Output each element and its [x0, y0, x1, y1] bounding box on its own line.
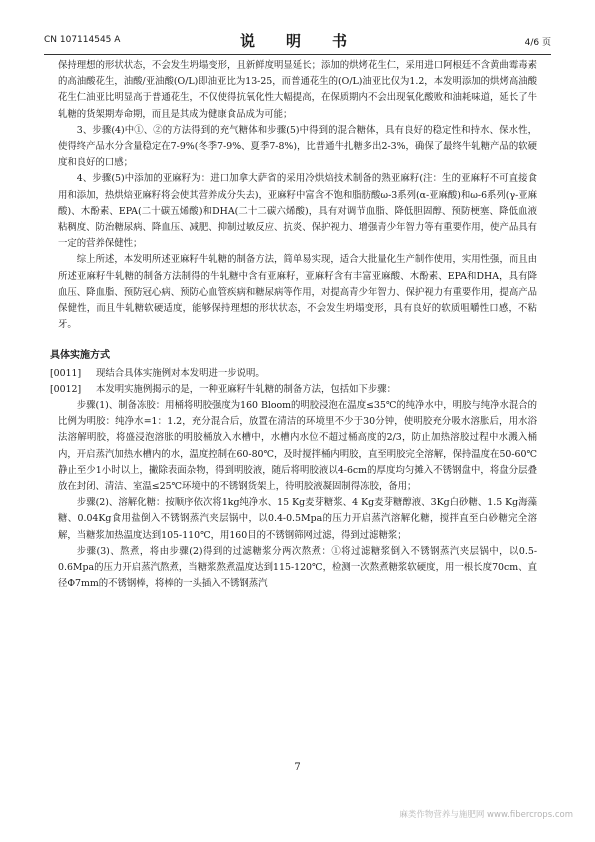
document-body	[50, 58, 537, 593]
body-paragraph: 综上所述，本发明所述亚麻籽牛轧糖的制备方法，简单易实现，适合大批量化生产制作使用，实用性强，而且由所述亚麻籽牛轧糖的制备方法制得的牛轧糖中含有亚麻籽，亚麻籽含有丰富亚麻酸、木酚素、EPA和DHA，具有降血压、降血脂、预防冠心病、预防心血管疾病和糖尿病等作用，对提高青少年智力、保护视力有重要作用，提高产品保健性，而且牛轧糖软硬适度，能够保持理想的形状状态，不会发生坍塌变形，具有良好的软质咀嚼性口感，不粘牙。	[58, 254, 537, 331]
watermark: 麻类作物营养与施肥网 www.fibercrops.com	[399, 810, 573, 820]
page-header	[44, 30, 551, 52]
body-paragraph: 3、步骤(4)中①、②的方法得到的充气糖体和步骤(5)中得到的混合糖体，具有良好的稳定性和持水、保水性，使得终产品水分含量稳定在7-9%(冬季7-9%、夏季7-8%)，比普通牛扎糖多出2-3%，确保了最终牛轧糖产品的软硬度和良好的口感；	[58, 124, 537, 169]
body-paragraph: 保持理想的形状状态，不会发生坍塌变形，且新鲜度明显延长；添加的烘烤花生仁，采用进口阿根廷不含黄曲霉毒素的高油酸花生，油酸/亚油酸(O/L)即油亚比为13-25，而普通花生的(O/L)油亚比仅为1.2，本发明添加的烘烤高油酸花生仁油亚比明显高于普通花生，不仅使得抗氧化性大幅提高，在保质期内不会出现氧化酸败和油耗味道，延长了牛轧糖的货架期寿命期，而且是其成为健康食品成为可能；	[58, 60, 537, 120]
step-paragraph: 步骤(1)、制备冻胶：用桶将明胶强度为160 Bloom的明胶浸泡在温度≤35℃的纯净水中，明胶与纯净水混合的比例为明胶：纯净水=1：1.2，充分混合后，放置在清洁的环境里不少于30分钟，使明胶充分吸水溶胀后，用水浴法溶解明胶，将盛浸泡溶胀的明胶桶放入水槽中，水槽内水位不超过桶高度的2/3，防止加热溶胶过程中水溅入桶内，开启蒸汽加热水槽内的水，温度控制在60-80℃，及时搅拌桶内明胶，直至明胶完全溶解，保持温度在50-60℃静止至少1小时以上，撇除表面杂物，得到明胶液，随后将明胶液以4-6cm的厚度均匀摊入不锈钢盘中，将盘分层叠放在封闭、清洁、室温≤25℃环境中的不锈钢货架上，待明胶液凝固制得冻胶，备用；	[58, 400, 537, 493]
paragraph-text: 现结合具体实施例对本发明进一步说明。	[96, 367, 265, 379]
document-title: 说 明 书	[239, 32, 355, 50]
paragraph-number: [0012]	[50, 383, 82, 395]
step-paragraph: 步骤(2)、溶解化糖：按顺序依次将1kg纯净水、15 Kg麦芽糖浆、4 Kg麦芽糖醇液、3Kg白砂糖、1.5 Kg海藻糖、0.04Kg食用盐倒入不锈钢蒸汽夹层锅中，以0.4-0.5Mpa的压力开启蒸汽溶解化糖，搅拌直至白砂糖完全溶解，当糖浆加热温度达到105-110℃，用160目的不锈钢筛网过滤，得到过滤糖浆；	[58, 497, 537, 541]
paragraph-text: 本发明实施例揭示的是，一种亚麻籽牛轧糖的制备方法，包括如下步骤：	[96, 383, 397, 395]
body-paragraph: 4、步骤(5)中添加的亚麻籽为：进口加拿大萨省的采用冷烘焙技术制备的熟亚麻籽(注：生的亚麻籽不可直接食用和添加，热烘焙亚麻籽将会使其营养成分失去)，亚麻籽中富含不饱和脂肪酸ω-3系列(α-亚麻酸)和ω-6系列(γ-亚麻酸)、木酚素、EPA(二十碳五烯酸)和DHA(二十二碳六烯酸)，具有对调节血脂、降低胆固醇、预防梗塞、降低血液粘稠度、防治糖尿病、降血压、减肥、抑制过敏反应、抗炎、保护视力、增强青少年智力等有重要作用，使产品具有一定的营养保健性；	[58, 173, 537, 250]
patent-number: CN 107114545 A	[44, 35, 121, 45]
numbered-paragraph	[50, 382, 537, 398]
page-number: 7	[294, 762, 301, 773]
step-paragraph: 步骤(3)、熬煮，将由步骤(2)得到的过滤糖浆分两次熬煮：①将过滤糖浆倒入不锈钢蒸汽夹层锅中，以0.5-0.6Mpa的压力开启蒸汽熬煮，当糖浆熬煮温度达到115-120℃，检测一次熬煮糖浆软硬度，用一根长度70cm、直径Φ7mm的不锈钢棒，将棒的一头插入不锈钢蒸汽	[58, 545, 537, 590]
section-title: 具体实施方式	[50, 350, 110, 362]
page-info: 4/6 页	[524, 38, 551, 48]
numbered-paragraph	[50, 366, 537, 382]
paragraph-number: [0011]	[50, 367, 82, 379]
header-divider	[44, 54, 551, 55]
